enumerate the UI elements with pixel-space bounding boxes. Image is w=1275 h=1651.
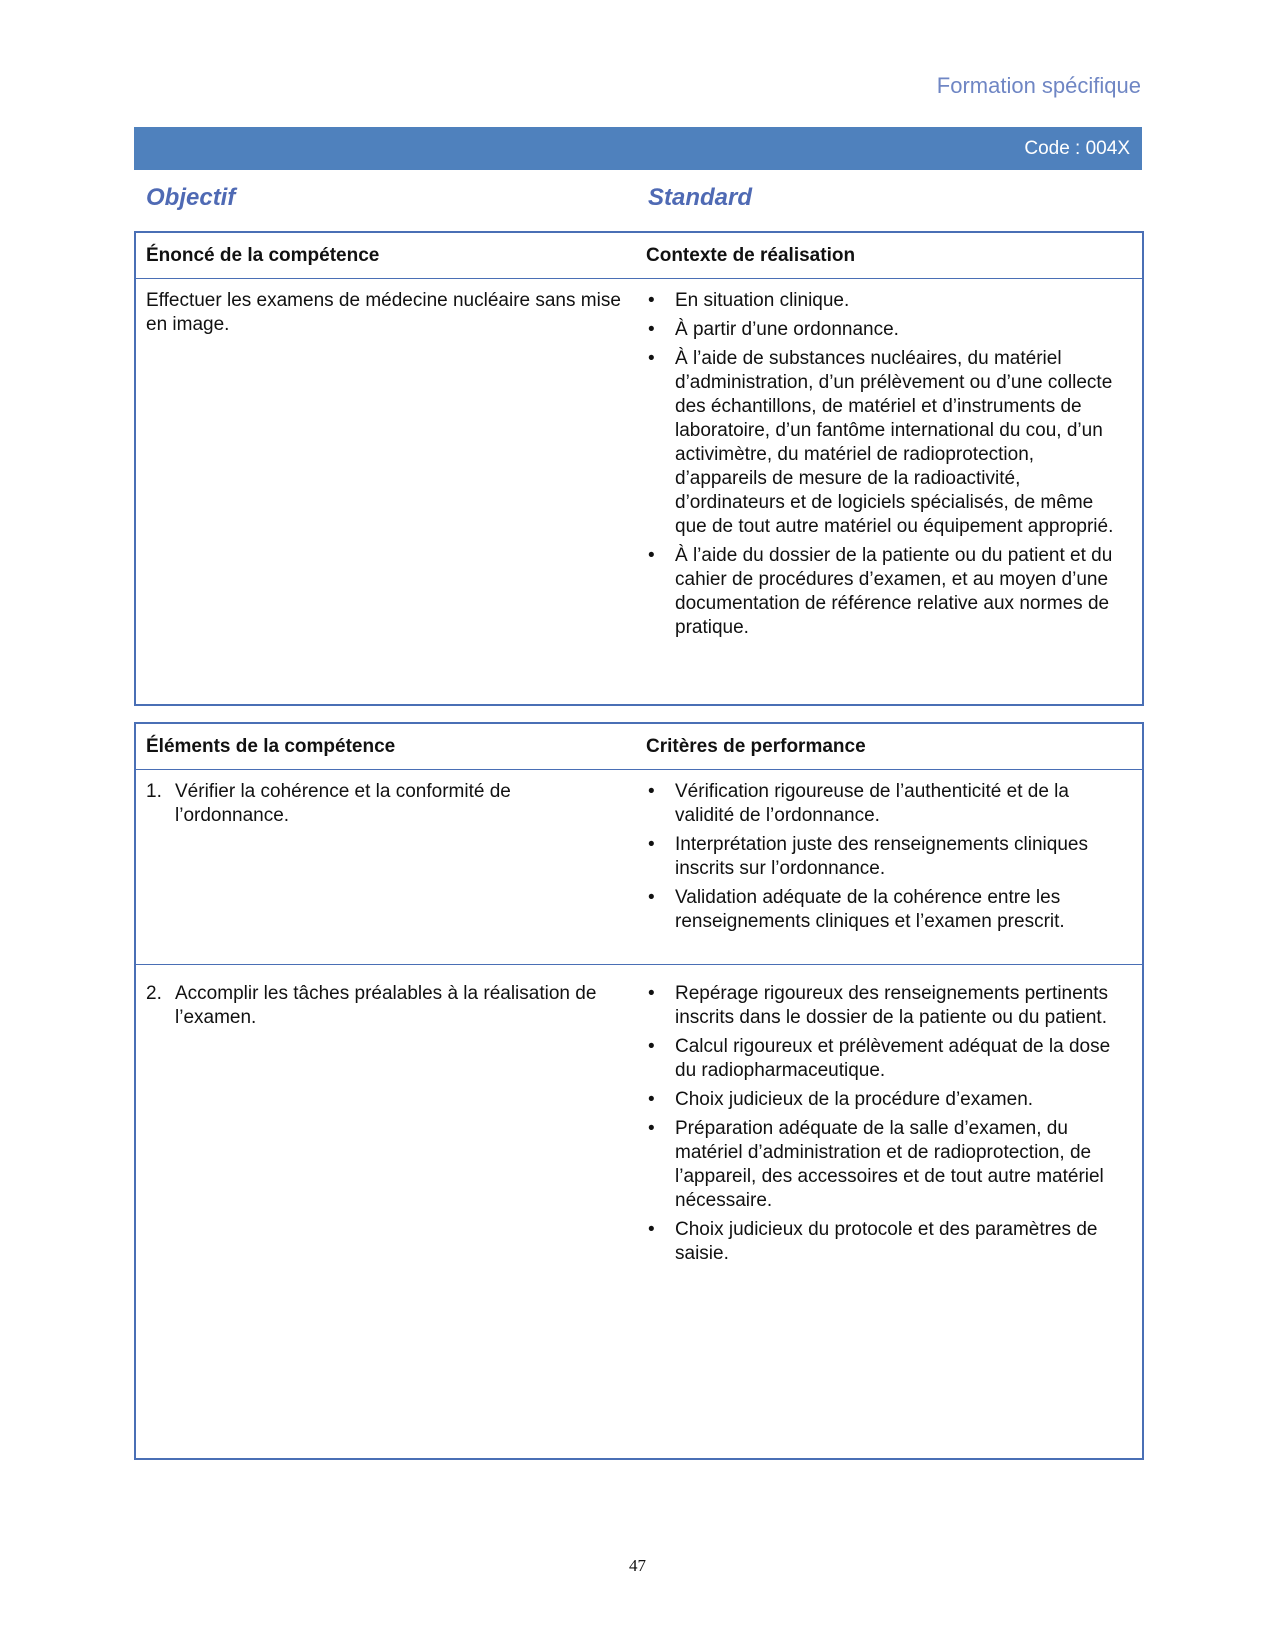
bullet-icon: • bbox=[648, 1036, 655, 1057]
section-label: Formation spécifique bbox=[936, 73, 1141, 98]
bullet-icon: • bbox=[648, 319, 655, 340]
criterion-item: • Calcul rigoureux et prélèvement adéquat de la dose du radiopharmaceutique. bbox=[648, 1036, 1111, 1081]
context-list bbox=[646, 289, 1130, 645]
context-header: Contexte de réalisation bbox=[646, 245, 856, 266]
element-text: Vérifier la cohérence et la conformité de l’ordonnance. bbox=[175, 781, 511, 826]
element-item bbox=[146, 780, 616, 828]
elements-header: Éléments de la compétence bbox=[146, 736, 396, 757]
context-item: • En situation clinique. bbox=[648, 290, 850, 311]
statement-header: Énoncé de la compétence bbox=[146, 245, 380, 266]
criterion-item: • Vérification rigoureuse de l’authenticité et de la validité de l’ordonnance. bbox=[648, 781, 1069, 826]
criteria-list bbox=[646, 982, 1130, 1271]
standard-heading: Standard bbox=[648, 184, 753, 211]
bullet-icon: • bbox=[648, 348, 655, 369]
context-item: • À partir d’une ordonnance. bbox=[648, 319, 899, 340]
competency-statement: Effectuer les examens de médecine nucléaire sans mise en image. bbox=[146, 290, 621, 335]
criterion-item: • Interprétation juste des renseignements cliniques inscrits sur l’ordonnance. bbox=[648, 834, 1088, 879]
bullet-icon: • bbox=[648, 1118, 655, 1139]
competency-code: Code : 004X bbox=[1024, 138, 1130, 159]
bullet-icon: • bbox=[648, 1089, 655, 1110]
bullet-icon: • bbox=[648, 1219, 655, 1240]
bullet-icon: • bbox=[648, 545, 655, 566]
criterion-item: • Choix judicieux du protocole et des paramètres de saisie. bbox=[648, 1219, 1098, 1264]
bullet-icon: • bbox=[648, 887, 655, 908]
criterion-item: • Choix judicieux de la procédure d’examen. bbox=[648, 1089, 1034, 1110]
criterion-item: • Préparation adéquate de la salle d’examen, du matériel d’administration et de radioprotection, de l’appareil, des accessoires et de tout autre matériel nécessaire. bbox=[648, 1118, 1104, 1211]
element-text: Accomplir les tâches préalables à la réalisation de l’examen. bbox=[175, 983, 597, 1028]
criteria-list bbox=[646, 780, 1130, 939]
element-number: 1. bbox=[146, 781, 162, 802]
context-item: • À l’aide du dossier de la patiente ou du patient et du cahier de procédures d’examen, et au moyen d’une documentation de référence relative aux normes de pratique. bbox=[648, 545, 1113, 638]
element-number: 2. bbox=[146, 983, 162, 1004]
table-header-row bbox=[136, 724, 1142, 770]
bullet-icon: • bbox=[648, 290, 655, 311]
bullet-icon: • bbox=[648, 781, 655, 802]
criterion-item: • Repérage rigoureux des renseignements pertinents inscrits dans le dossier de la patiente ou du patient. bbox=[648, 983, 1109, 1028]
element-item bbox=[146, 982, 616, 1030]
code-band bbox=[134, 127, 1142, 170]
page-number: 47 bbox=[629, 1556, 646, 1575]
competency-statement-table bbox=[134, 231, 1144, 706]
table-header-row bbox=[136, 233, 1142, 279]
criteria-header: Critères de performance bbox=[646, 736, 866, 757]
context-item: • À l’aide de substances nucléaires, du matériel d’administration, d’un prélèvement ou d’une collecte des échantillons, de matériel et d’instruments de laboratoire, d’un fantôme international du cou, d’un activimètre, du matériel de radioprotection, d’appareils de mesure de la radioactivité, d’ordinateurs et de logiciels spécialisés, de même que de tout autre matériel ou équipement approprié. bbox=[648, 348, 1114, 537]
bullet-icon: • bbox=[648, 834, 655, 855]
bullet-icon: • bbox=[648, 983, 655, 1004]
criterion-item: • Validation adéquate de la cohérence entre les renseignements cliniques et l’examen prescrit. bbox=[648, 887, 1065, 932]
objective-heading: Objectif bbox=[146, 184, 236, 211]
competency-elements-table bbox=[134, 722, 1144, 1460]
row-divider bbox=[136, 964, 1142, 965]
